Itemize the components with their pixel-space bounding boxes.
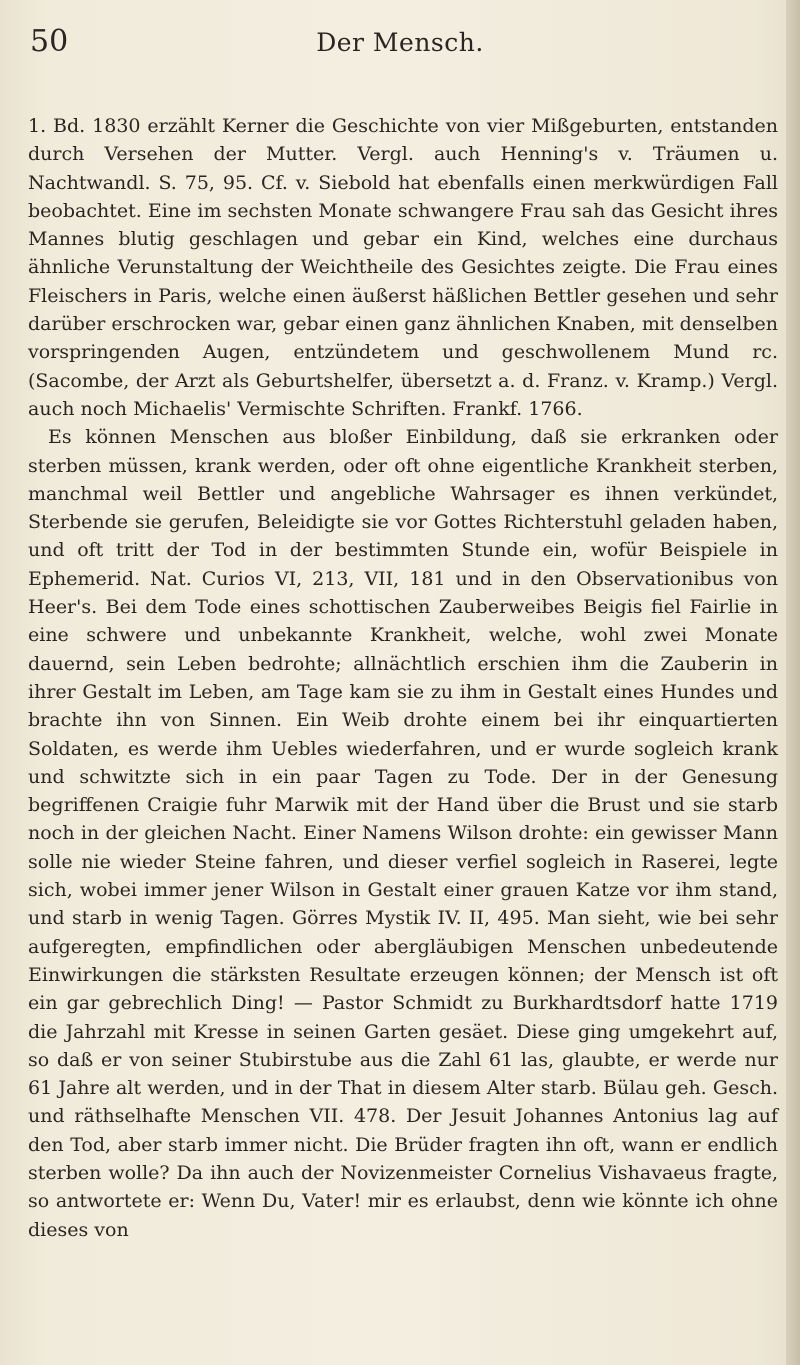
page-edge (786, 0, 800, 1365)
page-header (30, 22, 770, 66)
paragraph: Es können Menschen aus bloßer Einbildung, daß sie erkranken oder sterben müssen, krank werden, oder oft ohne eigentliche Krankheit sterben, manchmal weil Bettler und angebliche Wahrsager es ihnen verkündet, Sterbende sie gerufen, Beleidigte sie vor Gottes Richterstuhl geladen haben, und oft tritt der Tod in der bestimmten Stunde ein, wofür Beispiele in Ephemerid. Nat. Curios VI, 213, VII, 181 und in den Observationibus von Heer's. Bei dem Tode eines schottischen Zauberweibes Beigis fiel Fairlie in eine schwere und unbekannte Krankheit, welche, wohl zwei Monate dauernd, sein Leben bedrohte; allnächtlich erschien ihm die Zauberin in ihrer Gestalt im Leben, am Tage kam sie zu ihm in Gestalt eines Hundes und brachte ihn von Sinnen. Ein Weib drohte einem bei ihr einquartierten Soldaten, es werde ihm Uebles wiederfahren, und er wurde sogleich krank und schwitzte sich in ein paar Tagen zu Tode. Der in der Genesung begriffenen Craigie fuhr Marwik mit der Hand über die Brust und sie starb noch in der gleichen Nacht. Einer Namens Wilson drohte: ein gewisser Mann solle nie wieder Steine fahren, und dieser verfiel sogleich in Raserei, legte sich, wobei immer jener Wilson in Gestalt einer grauen Katze vor ihm stand, und starb in wenig Tagen. Görres Mystik IV. II, 495. Man sieht, wie bei sehr aufgeregten, empfindlichen oder abergläubigen Menschen unbedeutende Einwirkungen die stärksten Resultate erzeugen können; der Mensch ist oft ein gar gebrechlich Ding! — Pastor Schmidt zu Burkhardtsdorf hatte 1719 die Jahrzahl mit Kresse in seinen Garten gesäet. Diese ging umgekehrt auf, so daß er von seiner Stubirstube aus die Zahl 61 las, glaubte, er werde nur 61 Jahre alt werden, und in der That in diesem Alter starb. Bülau geh. Gesch. und räthselhafte Menschen VII. 478. Der Jesuit Johannes Antonius lag auf den Tod, aber starb immer nicht. Die Brüder fragten ihn oft, wann er endlich sterben wolle? Da ihn auch der Novizenmeister Cornelius Vishavaeus fragte, so antwortete er: Wenn Du, Vater! mir es erlaubst, denn wie könnte ich ohne dieses von (28, 426, 778, 1241)
page-number: 50 (30, 24, 69, 59)
body-text (28, 112, 778, 1244)
running-head: Der Mensch. (316, 28, 484, 57)
paragraph: 1. Bd. 1830 erzählt Kerner die Geschichte von vier Mißgeburten, entstanden durch Versehen der Mutter. Vergl. auch Henning's v. Träumen u. Nachtwandl. S. 75, 95. Cf. v. Siebold hat ebenfalls einen merkwürdigen Fall beobachtet. Eine im sechsten Monate schwangere Frau sah das Gesicht ihres Mannes blutig geschlagen und gebar ein Kind, welches eine durchaus ähnliche Verunstaltung der Weichtheile des Gesichtes zeigte. Die Frau eines Fleischers in Paris, welche einen äußerst häßlichen Bettler gesehen und sehr darüber erschrocken war, gebar einen ganz ähnlichen Knaben, mit denselben vorspringenden Augen, entzündetem und geschwollenem Mund rc. (Sacombe, der Arzt als Geburtshelfer, übersetzt a. d. Franz. v. Kramp.) Vergl. auch noch Michaelis' Vermischte Schriften. Frankf. 1766. (28, 115, 778, 420)
